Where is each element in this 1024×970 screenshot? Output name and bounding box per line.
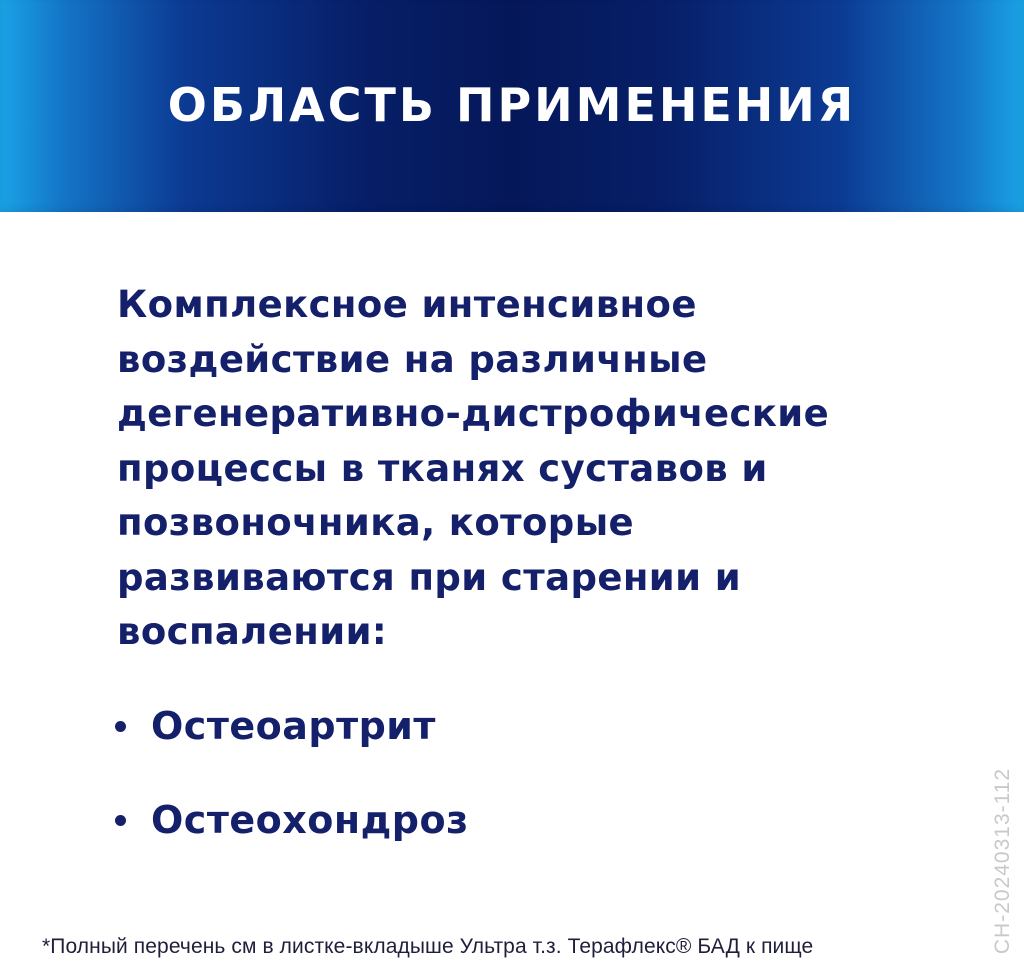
footnote: *Полный перечень см в листке-вкладыше Ультра т.з. Терафлекс® БАД к пище: [42, 935, 814, 958]
list-item-label: Остеохондроз: [151, 798, 469, 842]
intro-line: дегенеративно-дистрофические: [117, 392, 830, 435]
intro-line: процессы в тканях суставов и: [117, 446, 768, 490]
header-banner: [0, 0, 1024, 212]
intro-line: развиваются при старении и: [117, 555, 742, 599]
document-code: CH-20240313-112: [991, 767, 1014, 955]
bullet-icon: [115, 815, 126, 826]
intro-line: воздействие на различные: [117, 337, 708, 381]
intro-line: Комплексное интенсивное: [117, 283, 697, 326]
condition-list: [110, 694, 810, 882]
intro-line: воспалении:: [117, 610, 388, 653]
intro-text: [117, 278, 937, 660]
page-title: ОБЛАСТЬ ПРИМЕНЕНИЯ: [167, 78, 857, 132]
bullet-icon: [115, 721, 126, 732]
list-item-label: Остеоартрит: [151, 704, 436, 748]
list-item: [110, 788, 810, 852]
intro-line: позвоночника, которые: [117, 501, 635, 544]
list-item: [110, 694, 810, 758]
